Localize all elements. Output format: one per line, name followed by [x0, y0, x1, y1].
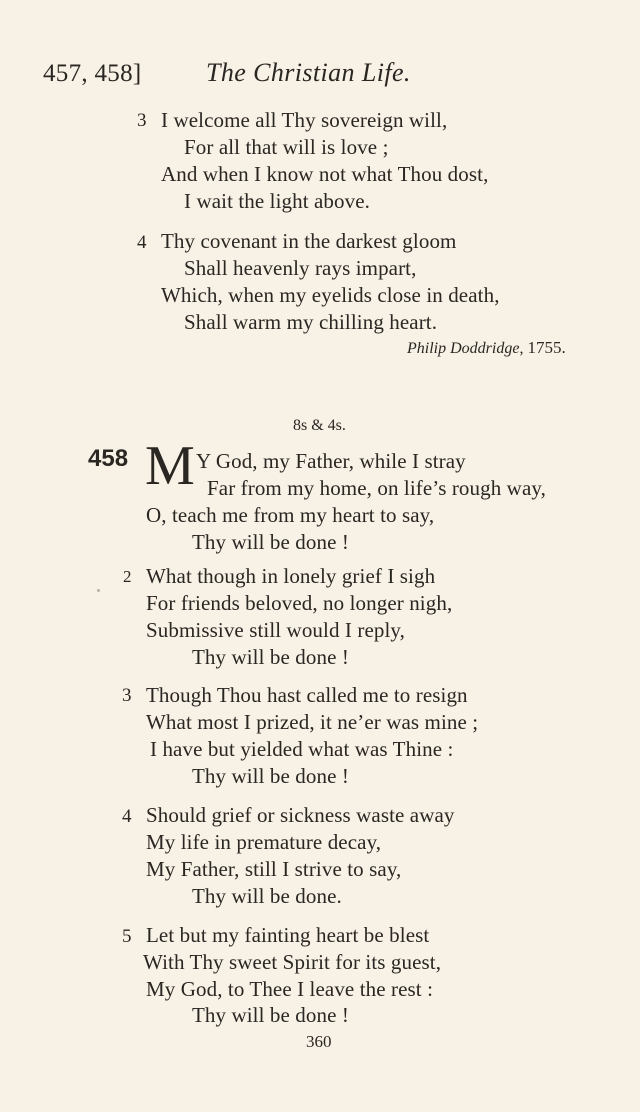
verse-line: Thy will be done !	[192, 645, 349, 669]
author-name: Philip Doddridge	[407, 340, 520, 357]
verse-line: Thy will be done !	[192, 764, 349, 788]
verse-line: Should grief or sickness waste away	[146, 803, 455, 827]
verse-number: 3	[137, 110, 147, 131]
verse-line: Though Thou hast called me to resign	[146, 683, 468, 707]
verse-line: O, teach me from my heart to say,	[146, 503, 435, 527]
header-hymn-numbers: 457, 458]	[43, 60, 142, 87]
header-section-title: The Christian Life.	[206, 58, 411, 87]
verse-line: Thy will be done !	[192, 1003, 349, 1027]
verse-line: For friends beloved, no longer nigh,	[146, 591, 453, 615]
verse-line: Let but my fainting heart be blest	[146, 923, 430, 947]
verse-line: What though in lonely grief I sigh	[146, 564, 436, 588]
paper-speck	[97, 589, 100, 592]
verse-line: My life in premature decay,	[146, 830, 382, 854]
verse-line: Thy will be done.	[192, 884, 342, 908]
verse-line: Shall heavenly rays impart,	[184, 256, 417, 280]
verse-number: 4	[122, 806, 132, 827]
verse-line: Shall warm my chilling heart.	[184, 310, 438, 334]
attribution: Philip Doddridge, 1755.	[407, 338, 566, 357]
verse-line: What most I prized, it ne’er was mine ;	[146, 710, 479, 734]
verse-line: I have but yielded what was Thine :	[150, 737, 454, 761]
author-year: 1755.	[527, 338, 566, 357]
verse-line: Far from my home, on life’s rough way,	[207, 476, 546, 500]
verse-line: I welcome all Thy sovereign will,	[161, 108, 448, 132]
verse-line: I wait the light above.	[184, 189, 370, 213]
verse-line: Thy will be done !	[192, 530, 349, 554]
verse-number: 4	[137, 232, 147, 253]
hymn-number: 458	[88, 445, 129, 472]
verse-line: And when I know not what Thou dost,	[161, 162, 489, 186]
verse-line: My Father, still I strive to say,	[146, 857, 402, 881]
drop-cap: M	[145, 435, 195, 497]
verse-line: With Thy sweet Spirit for its guest,	[143, 950, 442, 974]
page-number: 360	[306, 1032, 332, 1051]
verse-line: Thy covenant in the darkest gloom	[161, 229, 457, 253]
verse-line: For all that will is love ;	[184, 135, 389, 159]
verse-number: 5	[122, 926, 132, 947]
hymn-meter: 8s & 4s.	[293, 417, 346, 434]
verse-number: 2	[123, 567, 132, 586]
verse-line: Submissive still would I reply,	[146, 618, 405, 642]
verse-number: 3	[122, 685, 132, 706]
verse-line: Y God, my Father, while I stray	[196, 449, 466, 473]
verse-line: My God, to Thee I leave the rest :	[146, 977, 434, 1001]
verse-line: Which, when my eyelids close in death,	[161, 283, 500, 307]
